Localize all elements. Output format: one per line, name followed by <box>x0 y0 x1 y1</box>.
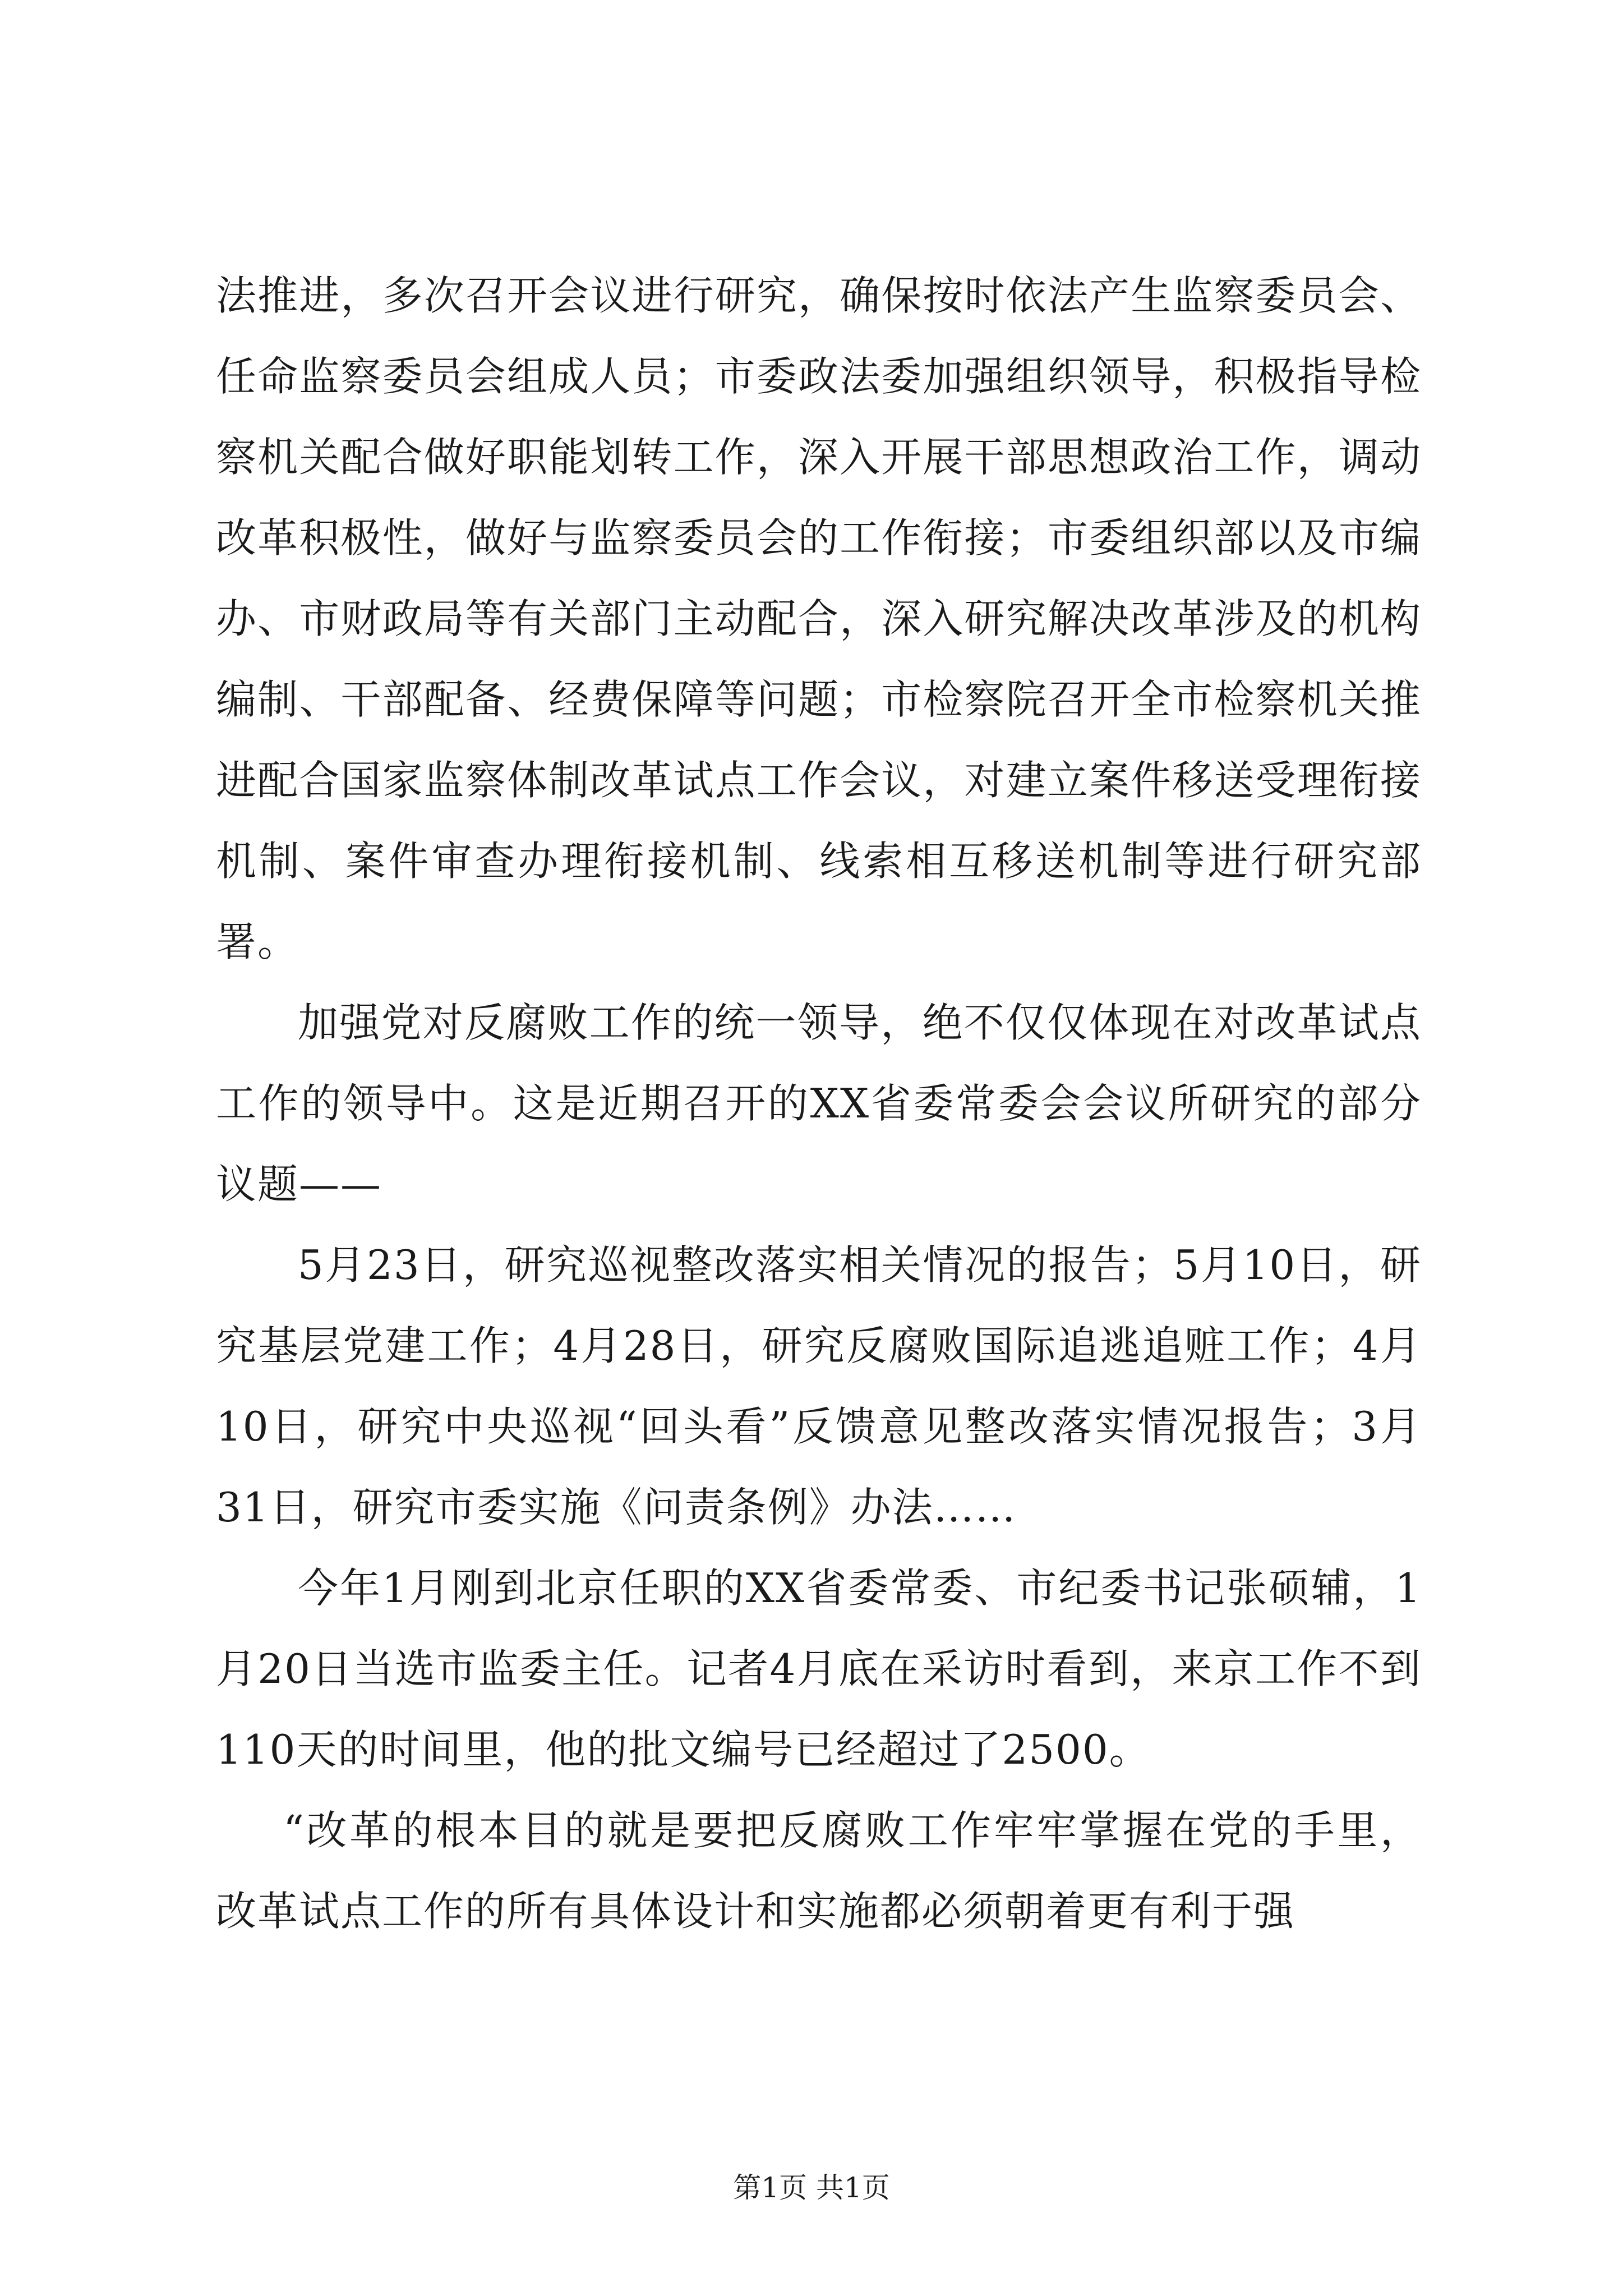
paragraph-5: “改革的根本目的就是要把反腐败工作牢牢掌握在党的手里，改革试点工作的所有具体设计和实施都必须朝着更有利于强 <box>216 1807 1422 1935</box>
paragraph-1: 法推进，多次召开会议进行研究，确保按时依法产生监察委员会、任命监察委员会组成人员；市委政法委加强组织领导，积极指导检察机关配合做好职能划转工作，深入开展干部思想政治工作，调动改革积极性，做好与监察委员会的工作衔接；市委组织部以及市编办、市财政局等有关部门主动配合，深入研究解决改革涉及的机构编制、干部配备、经费保障等问题；市检察院召开全市检察机关推进配合国家监察体制改革试点工作会议，对建立案件移送受理衔接机制、案件审查办理衔接机制、线索相互移送机制等进行研究部署。 <box>216 272 1422 965</box>
paragraph-4: 今年1月刚到北京任职的XX省委常委、市纪委书记张硕辅，1月20日当选市监委主任。记者4月底在采访时看到，来京工作不到110天的时间里，他的批文编号已经超过了2500。 <box>216 1565 1422 1773</box>
page-footer <box>0 2165 1623 2206</box>
page-number-label: 第1页 共1页 <box>733 2171 890 2204</box>
paragraph-2: 加强党对反腐败工作的统一领导，绝不仅仅体现在对改革试点工作的领导中。这是近期召开的XX省委常委会会议所研究的部分议题—— <box>216 999 1422 1208</box>
paragraph-3: 5月23日，研究巡视整改落实相关情况的报告；5月10日，研究基层党建工作；4月28日，研究反腐败国际追逃追赃工作；4月10日，研究中央巡视“回头看”反馈意见整改落实情况报告；3月31日，研究市委实施《问责条例》办法…… <box>216 1241 1422 1531</box>
document-body <box>216 255 1422 1952</box>
